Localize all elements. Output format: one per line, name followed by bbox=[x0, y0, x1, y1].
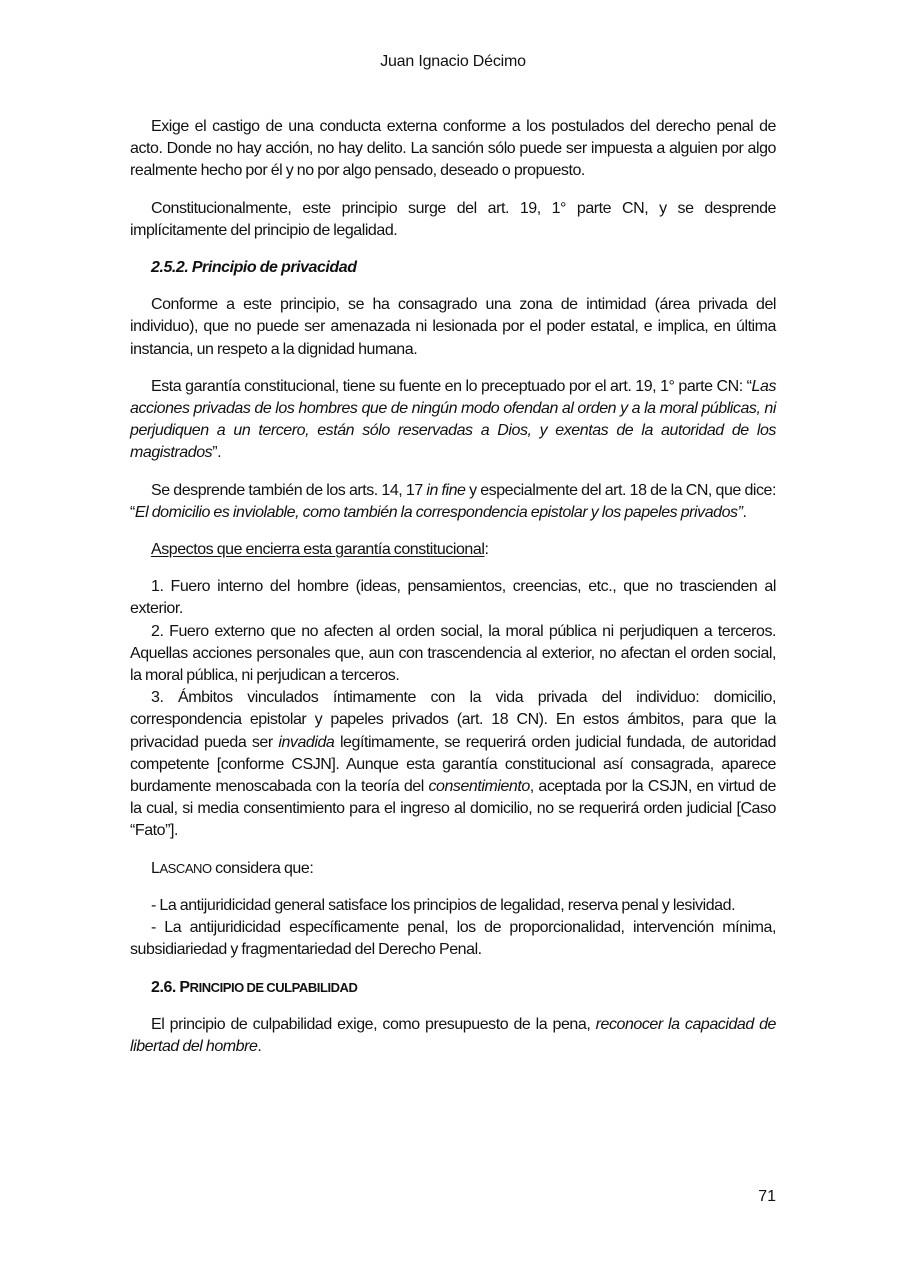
heading-initial: P bbox=[179, 978, 190, 996]
consentimiento-emphasis: consentimiento bbox=[428, 778, 530, 796]
aspects-colon: : bbox=[484, 541, 489, 559]
in-fine: in fine bbox=[426, 481, 466, 499]
paragraph-culpabilidad bbox=[130, 1014, 776, 1058]
paragraph-constitucional: Constitucionalmente, este principio surge del art. 19, 1° parte CN, y se desprende implícitamente del principio de legalidad. bbox=[130, 199, 776, 239]
heading-rest: RINCIPIO DE CULPABILIDAD bbox=[189, 979, 358, 995]
art19-tail: ”. bbox=[212, 444, 222, 462]
aspect-item-1: 1. Fuero interno del hombre (ideas, pensamientos, creencias, etc., que no trascienden al exterior. bbox=[130, 578, 776, 618]
aspect-3-part3: , aceptada por la CSJN, en virtud de la cual, si media consentimiento para el ingreso al domicilio, no se requerirá orden judicial [Caso “Fato”]. bbox=[130, 778, 776, 840]
aspects-intro bbox=[130, 539, 776, 561]
art18-tail: . bbox=[742, 503, 747, 521]
aspect-item-2: 2. Fuero externo que no afecten al orden social, la moral pública ni perjudiquen a terceros. Aquellas acciones personales que, aun con trascendencia al exterior, no afectan el orden social, la moral pública, ni perjudican a terceros. bbox=[130, 622, 776, 685]
culpabilidad-tail: . bbox=[257, 1037, 262, 1055]
paragraph-zona-intimidad: Conforme a este principio, se ha consagrado una zona de intimidad (área privada del individuo), que no puede ser amenazada ni lesionada por el poder estatal, e implica, en última instancia, un respeto a la dignidad humana. bbox=[130, 296, 776, 358]
art19-quote: Las acciones privadas de los hombres que de ningún modo ofendan al orden y a la moral públicas, ni perjudiquen a un tercero, están sólo reservadas a Dios, y exentas de la autoridad de los magistrados bbox=[130, 377, 776, 462]
section-heading-privacidad: 2.5.2. Principio de privacidad bbox=[151, 259, 357, 277]
aspect-item-3 bbox=[130, 687, 776, 842]
page-number: 71 bbox=[758, 1188, 776, 1205]
culpabilidad-emphasis: reconocer la capacidad de libertad del hombre bbox=[130, 1015, 776, 1055]
page-body bbox=[130, 116, 776, 1073]
author-name-rest: ASCANO bbox=[159, 860, 212, 876]
culpabilidad-lead: El principio de culpabilidad exige, como presupuesto de la pena, bbox=[151, 1015, 596, 1033]
lascano-point-1: - La antijuridicidad general satisface los principios de legalidad, reserva penal y lesividad. bbox=[151, 896, 736, 914]
art18-quote: El domicilio es inviolable, como también la correspondencia epistolar y los papeles privados” bbox=[134, 503, 743, 521]
art18-lead: Se desprende también de los arts. 14, 17 bbox=[151, 481, 427, 499]
invadida-emphasis: invadida bbox=[278, 733, 335, 751]
lascano-intro bbox=[130, 858, 776, 880]
art19-lead: Esta garantía constitucional, tiene su fuente en lo preceptuado por el art. 19, 1° parte CN: “ bbox=[151, 377, 752, 395]
heading-number: 2.6. bbox=[151, 978, 180, 996]
lascano-point-2: - La antijuridicidad específicamente penal, los de proporcionalidad, intervención mínima, subsidiariedad y fragmentariedad del Derecho Penal. bbox=[130, 919, 776, 959]
paragraph-art-18 bbox=[130, 480, 776, 524]
paragraph-acto-externo: Exige el castigo de una conducta externa conforme a los postulados del derecho penal de acto. Donde no hay acción, no hay delito. La sanción sólo puede ser impuesta a alguien por algo realmente hecho por él y no por algo pensado, deseado o propuesto. bbox=[130, 118, 776, 180]
lascano-text: considera que: bbox=[211, 859, 314, 877]
author-name-initial: L bbox=[151, 859, 160, 877]
aspects-title: Aspectos que encierra esta garantía constitucional bbox=[151, 541, 485, 559]
section-heading-culpabilidad bbox=[130, 977, 776, 999]
art18-mid: y especialmente del art. 18 de la CN, que dice: “ bbox=[130, 481, 776, 521]
running-header-author: Juan Ignacio Décimo bbox=[380, 53, 526, 70]
paragraph-art-19 bbox=[130, 376, 776, 465]
aspect-3-part2: legítimamente, se requerirá orden judicial fundada, de autoridad competente [conforme CSJN]. Aunque esta garantía constitucional así consagrada, aparece burdamente menoscabada con la teoría del bbox=[130, 733, 776, 796]
aspect-3-part1: 3. Ámbitos vinculados íntimamente con la vida privada del individuo: domicilio, correspondencia epistolar y papeles privados (art. 18 CN). En estos ámbitos, para que la privacidad pueda ser bbox=[130, 689, 776, 751]
